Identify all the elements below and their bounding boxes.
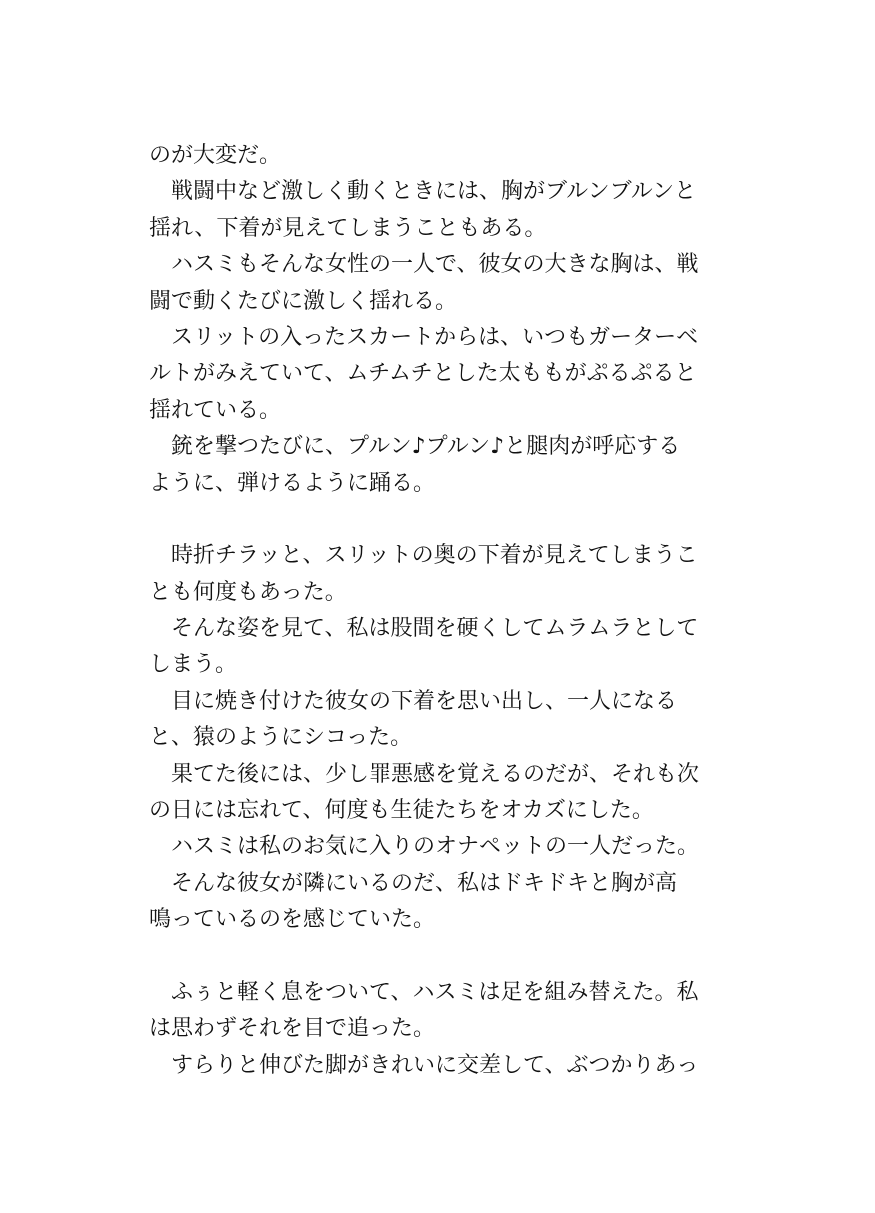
text-line: 鳴っているのを感じていた。 [149, 907, 436, 933]
text-line: 目に焼き付けた彼女の下着を思い出し、一人になる [149, 688, 678, 714]
text-line: ふぅと軽く息をついて、ハスミは足を組み替えた。私 [149, 979, 699, 1005]
text-line: 銃を撃つたびに、プルン♪プルン♪と腿肉が呼応する [149, 434, 681, 460]
text-line: しまう。 [149, 652, 238, 678]
text-line: とも何度もあった。 [149, 579, 347, 605]
text-line: 時折チラッと、スリットの奥の下着が見えてしまうこ [149, 543, 698, 569]
text-line: 揺れている。 [149, 397, 282, 423]
text-line: 闘で動くたびに激しく揺れる。 [149, 288, 458, 314]
blank-line [149, 502, 729, 538]
text-line: すらりと伸びた脚がきれいに交差して、ぶつかりあっ [149, 1052, 699, 1078]
text-line: スリットの入ったスカートからは、いつもガーターベ [149, 324, 699, 350]
text-line: と、猿のようにシコった。 [149, 725, 413, 751]
text-line: そんな彼女が隣にいるのだ、私はドキドキと胸が高 [149, 870, 678, 896]
text-line: そんな姿を見て、私は股間を硬くしてムラムラとして [149, 616, 699, 642]
text-line: のが大変だ。 [149, 143, 282, 168]
text-line: 揺れ、下着が見えてしまうこともある。 [149, 215, 547, 241]
text-line: ルトがみえていて、ムチムチとした太ももがぷるぷると [149, 361, 697, 387]
blank-line [149, 939, 729, 975]
text-line: 戦闘中など激しく動くときには、胸がブルンブルンと [149, 179, 697, 205]
text-line: ハスミは私のお気に入りのオナペットの一人だった。 [149, 834, 700, 860]
text-line: は思わずそれを目で追った。 [149, 1016, 436, 1042]
text-line: 果てた後には、少し罪悪感を覚えるのだが、それも次 [149, 761, 700, 787]
body-text [149, 138, 729, 1084]
text-line: の日には忘れて、何度も生徒たちをオカズにした。 [149, 798, 654, 824]
text-line: ハスミもそんな女性の一人で、彼女の大きな胸は、戦 [149, 252, 699, 278]
text-line: ように、弾けるように踊る。 [149, 470, 436, 496]
